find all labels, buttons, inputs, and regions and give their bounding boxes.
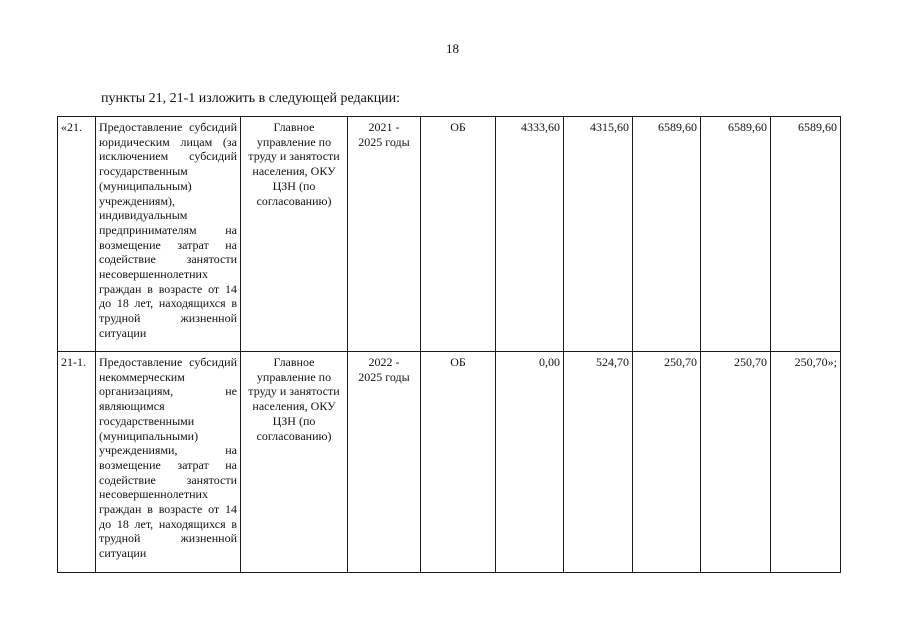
amount-cell: 0,00 bbox=[496, 352, 564, 573]
implementation-years bbox=[348, 117, 421, 352]
measure-description: Предоставление субсидий некоммерческим организациям, не являющимся государственными (муниципальными) учреждениями, на возмещение затрат на содействие занятости несовершеннолетних граждан в возрасте от 14 до 18 лет, находящихся в трудной жизненной ситуации bbox=[96, 352, 241, 573]
amount-cell: 250,70 bbox=[701, 352, 771, 573]
amount-cell: 4333,60 bbox=[496, 117, 564, 352]
row-number: 21-1. bbox=[58, 352, 96, 573]
amount-cell: 250,70 bbox=[633, 352, 701, 573]
amount-cell: 6589,60 bbox=[701, 117, 771, 352]
amount-cell: 524,70 bbox=[564, 352, 633, 573]
funding-source: ОБ bbox=[421, 352, 496, 573]
row-number: «21. bbox=[58, 117, 96, 352]
amount-cell: 4315,60 bbox=[564, 117, 633, 352]
responsible-organization: Главное управление по труду и занятости населения, ОКУ ЦЗН (по согласованию) bbox=[241, 117, 348, 352]
table-row bbox=[58, 352, 841, 573]
amount-cell: 6589,60 bbox=[771, 117, 841, 352]
measure-description: Предоставление субсидий юридическим лицам (за исключением субсидий государственным (муниципальным) учреждениям), индивидуальным предпринимателям на возмещение затрат на содействие занятости несовершеннолетних граждан в возрасте от 14 до 18 лет, находящихся в трудной жизненной ситуации bbox=[96, 117, 241, 352]
amount-cell: 6589,60 bbox=[633, 117, 701, 352]
table-row bbox=[58, 117, 841, 352]
funding-source: ОБ bbox=[421, 117, 496, 352]
measures-table bbox=[57, 116, 841, 573]
years-range: 2021 - bbox=[368, 120, 400, 134]
years-suffix: 2025 годы bbox=[358, 134, 410, 149]
intro-text: пункты 21, 21-1 изложить в следующей редакции: bbox=[101, 91, 401, 106]
years-range: 2022 - bbox=[368, 355, 400, 369]
page-number: 18 bbox=[446, 41, 459, 56]
years-suffix: 2025 годы bbox=[358, 369, 410, 384]
amount-cell: 250,70»; bbox=[771, 352, 841, 573]
responsible-organization: Главное управление по труду и занятости населения, ОКУ ЦЗН (по согласованию) bbox=[241, 352, 348, 573]
implementation-years bbox=[348, 352, 421, 573]
